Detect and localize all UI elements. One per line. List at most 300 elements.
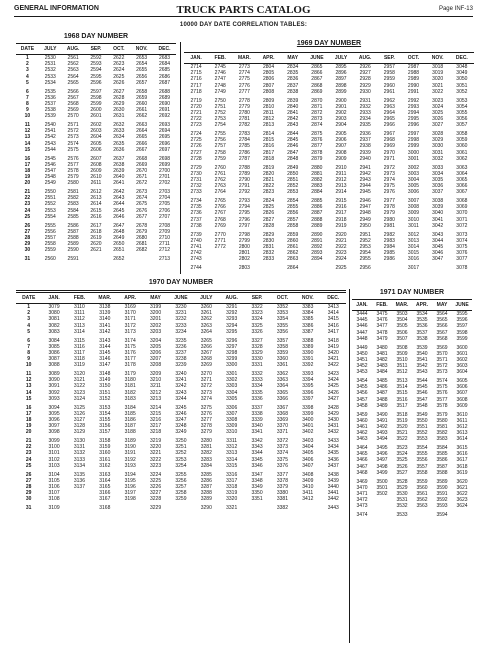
table-cell: 3313 xyxy=(226,450,238,457)
table-cell: 3265 xyxy=(200,337,212,344)
table-cell: 3058 xyxy=(456,131,468,138)
table-cell: 2637 xyxy=(113,155,125,162)
table-cell: 2900 xyxy=(335,97,347,104)
table-cell: 3262 xyxy=(200,316,212,323)
table-cell: 2861 xyxy=(287,243,299,250)
table-cell: 2820 xyxy=(262,170,275,177)
table-cell: 3017 xyxy=(407,265,420,272)
table-cell: 2887 xyxy=(311,210,323,217)
table-cell: 2858 xyxy=(287,222,299,229)
table-row xyxy=(16,304,346,311)
table-cell: 3362 xyxy=(276,371,288,378)
table-cell: 3028 xyxy=(432,131,444,138)
divider xyxy=(349,289,350,643)
table-cell: 3172 xyxy=(124,322,136,329)
table-cell: 3080 xyxy=(48,310,60,317)
table-cell: 3315 xyxy=(226,462,238,469)
table-cell: 3062 xyxy=(456,155,468,162)
table-cell: 3014 xyxy=(407,243,420,250)
table-1969 xyxy=(184,52,474,271)
table-row xyxy=(16,256,176,262)
table-cell: 2890 xyxy=(311,231,323,238)
table-cell: 2793 xyxy=(238,198,250,205)
table-cell: 3224 xyxy=(150,471,162,478)
table-cell: 2680 xyxy=(136,234,148,241)
table-cell: 3221 xyxy=(150,450,162,457)
table-cell: 3524 xyxy=(396,451,408,458)
column-header: JAN. xyxy=(184,53,208,64)
table-cell: 19 xyxy=(24,174,31,181)
table-cell: 2928 xyxy=(359,76,371,83)
table-cell: 2581 xyxy=(67,189,79,196)
table-cell: 2594 xyxy=(90,67,102,74)
table-cell: 3012 xyxy=(407,231,420,238)
table-cell: 3338 xyxy=(251,410,263,417)
table-cell: 3331 xyxy=(251,362,263,369)
table-cell: 3406 xyxy=(302,456,314,463)
table-cell: 2976 xyxy=(383,189,395,196)
table-cell: 3325 xyxy=(251,322,263,329)
table-cell: 3247 xyxy=(175,416,187,423)
table-cell: 2682 xyxy=(136,247,148,254)
table-cell: 2658 xyxy=(136,88,148,95)
table-cell: 2839 xyxy=(287,97,299,104)
table-cell: 3004 xyxy=(407,176,420,183)
table-cell: 2542 xyxy=(44,134,56,141)
table-cell: 2874 xyxy=(311,122,323,129)
table-cell: 2707 xyxy=(158,213,171,220)
table-cell: 3013 xyxy=(407,237,420,244)
table-cell: 2836 xyxy=(287,76,299,83)
table-cell: 3015 xyxy=(407,250,420,257)
table-cell: 3333 xyxy=(251,377,263,384)
table-cell: 2631 xyxy=(113,113,125,120)
table-cell: 3299 xyxy=(226,356,238,363)
column-header: AUG. xyxy=(353,53,377,64)
table-cell: 3145 xyxy=(99,349,111,356)
table-cell: 3386 xyxy=(302,322,314,329)
table-cell: 2952 xyxy=(359,237,371,244)
table-cell: 3308 xyxy=(226,416,238,423)
table-cell: 2813 xyxy=(262,122,275,129)
table-cell: 3413 xyxy=(327,304,339,310)
table-cell: 2774 xyxy=(238,70,250,77)
column-header: JAN. xyxy=(352,300,372,311)
table-cell: 3481 xyxy=(376,350,388,357)
table-cell: 3460 xyxy=(356,417,368,424)
table-cell: 3623 xyxy=(456,497,468,504)
table-cell: 3114 xyxy=(74,328,85,335)
table-cell: 3041 xyxy=(432,216,444,223)
table-cell: 2980 xyxy=(383,216,395,223)
table-cell: 16 xyxy=(24,155,31,162)
table-cell: 3216 xyxy=(150,416,162,423)
table-cell: 3065 xyxy=(456,176,468,183)
table-cell: 2674 xyxy=(136,195,148,202)
table-cell xyxy=(118,505,143,511)
table-cell: 3568 xyxy=(436,335,448,342)
table-cell: 3025 xyxy=(432,109,444,116)
table-cell: 2628 xyxy=(113,94,125,101)
table-cell: 3018 xyxy=(432,64,444,70)
column-header: NOV. xyxy=(130,44,153,55)
table-cell: 2806 xyxy=(262,76,275,83)
table-cell: 2684 xyxy=(158,61,171,68)
table-cell: 3405 xyxy=(302,450,314,457)
table-cell: 3257 xyxy=(175,483,187,490)
table-cell: 3552 xyxy=(416,430,428,437)
table-cell: 2708 xyxy=(158,222,171,229)
table-cell: 3493 xyxy=(376,430,388,437)
table-cell: 2643 xyxy=(113,195,125,202)
table-cell: 2994 xyxy=(407,109,420,116)
table-cell: 2564 xyxy=(67,73,79,80)
table-cell: 3129 xyxy=(73,429,85,436)
table-cell xyxy=(85,256,108,262)
table-cell: 2652 xyxy=(113,256,125,263)
table-cell: 3352 xyxy=(276,304,288,310)
table-cell: 3457 xyxy=(356,396,368,403)
table-cell: 2897 xyxy=(335,76,347,83)
table-cell: 2730 xyxy=(190,170,202,177)
table-cell: 2556 xyxy=(44,228,56,235)
table-cell: 3436 xyxy=(327,456,339,463)
table-cell: 23 xyxy=(25,450,32,457)
table-cell: 2566 xyxy=(67,88,79,95)
table-cell: 2981 xyxy=(383,222,395,229)
table-cell: 3561 xyxy=(416,490,428,497)
table-cell: 3288 xyxy=(200,490,212,497)
table-cell: 2907 xyxy=(335,143,347,150)
table-cell: 3430 xyxy=(327,416,339,423)
table-cell: 3038 xyxy=(432,198,444,205)
table-cell: 3139 xyxy=(99,310,111,317)
table-cell: 2741 xyxy=(190,243,202,250)
table-cell: 3385 xyxy=(302,316,314,323)
table-cell: 2550 xyxy=(44,189,56,196)
table-cell: 2831 xyxy=(262,243,275,250)
table-cell: 2922 xyxy=(335,243,347,250)
table-cell: 3294 xyxy=(226,322,238,329)
table-cell: 3007 xyxy=(407,198,420,205)
table-cell: 2760 xyxy=(214,164,226,171)
table-cell: 3252 xyxy=(175,450,187,457)
table-cell: 2998 xyxy=(407,137,420,144)
table-cell: 2735 xyxy=(190,204,202,211)
table-cell: 3557 xyxy=(416,463,428,470)
table-cell: 3363 xyxy=(276,377,288,384)
table-cell: 2712 xyxy=(158,247,171,254)
table-cell: 3086 xyxy=(48,349,60,356)
table-cell: 2983 xyxy=(383,237,395,244)
table-cell: 3323 xyxy=(251,310,263,317)
year-title-1971: 1971 DAY NUMBER xyxy=(379,289,445,296)
table-cell: 3467 xyxy=(356,463,368,470)
table-cell: 3539 xyxy=(416,344,428,351)
table-cell: 3092 xyxy=(48,389,60,396)
table-cell: 3438 xyxy=(327,471,339,478)
table-cell: 2691 xyxy=(158,107,171,114)
table-cell: 2776 xyxy=(238,82,250,89)
table-cell: 3073 xyxy=(456,231,468,238)
table-cell: 2549 xyxy=(44,180,56,187)
table-cell: 3399 xyxy=(302,410,314,417)
table-cell: 2988 xyxy=(407,70,420,77)
table-cell: 2946 xyxy=(359,198,371,205)
table-cell: 2678 xyxy=(136,222,148,229)
table-cell: 3196 xyxy=(124,483,136,490)
table-cell: 3564 xyxy=(436,311,448,317)
table-row xyxy=(184,265,474,271)
table-cell: 3477 xyxy=(376,323,388,330)
table-cell: 3027 xyxy=(432,122,444,129)
table-cell: 3130 xyxy=(73,438,85,445)
table-cell: 3155 xyxy=(99,416,111,423)
table-cell: 3057 xyxy=(456,122,468,129)
table-cell: 3463 xyxy=(356,436,368,443)
table-cell: 3229 xyxy=(150,505,162,512)
table-cell: 2975 xyxy=(383,183,395,190)
table-cell: 3332 xyxy=(251,371,263,378)
table-cell: 2965 xyxy=(383,116,395,123)
table-cell: 2627 xyxy=(113,88,125,95)
table-cell: 3067 xyxy=(456,189,468,196)
table-cell: 3176 xyxy=(124,349,136,356)
table-cell: 2901 xyxy=(335,103,347,110)
table-cell: 2620 xyxy=(90,241,102,248)
table-cell: 2772 xyxy=(214,243,226,250)
table-cell: 3321 xyxy=(226,505,238,512)
table-cell: 3567 xyxy=(436,329,448,336)
table-cell: 3529 xyxy=(396,484,408,491)
table-cell: 2845 xyxy=(287,137,299,144)
table-cell: 2960 xyxy=(383,82,395,89)
table-cell: 2736 xyxy=(190,210,202,217)
table-cell: 3268 xyxy=(200,356,212,363)
table-cell: 3390 xyxy=(302,349,314,356)
table-cell: 3326 xyxy=(251,328,263,335)
table-cell: 3153 xyxy=(99,404,111,411)
column-header: JULY xyxy=(194,293,219,304)
table-cell: 3256 xyxy=(175,477,187,484)
table-cell: 2679 xyxy=(136,228,148,235)
table-cell: 2908 xyxy=(335,149,347,156)
table-cell: 2854 xyxy=(287,198,299,205)
table-cell: 2574 xyxy=(67,140,79,147)
table-cell: 3499 xyxy=(376,469,388,476)
table-cell: 2664 xyxy=(136,128,148,135)
table-cell: 2832 xyxy=(262,250,275,257)
table-cell: 2758 xyxy=(214,149,226,156)
table-cell: 2584 xyxy=(67,207,79,214)
table-cell: 2771 xyxy=(214,237,226,244)
table-cell: 3442 xyxy=(327,496,339,503)
table-cell: 3311 xyxy=(226,438,238,445)
table-cell: 10 xyxy=(24,113,31,120)
table-cell: 3461 xyxy=(356,423,368,430)
table-cell: 3606 xyxy=(456,384,468,391)
table-cell: 3016 xyxy=(407,256,420,263)
table-cell: 3609 xyxy=(456,402,468,409)
table-cell: 2595 xyxy=(90,73,102,80)
table-cell: 2852 xyxy=(287,183,299,190)
table-cell: 3185 xyxy=(124,410,136,417)
table-cell: 2796 xyxy=(238,216,250,223)
table-cell: 3009 xyxy=(407,210,420,217)
table-cell: 3421 xyxy=(327,356,339,363)
column-header: JUNE xyxy=(452,300,472,311)
table-cell: 2541 xyxy=(44,128,56,135)
table-cell: 14 xyxy=(25,389,32,396)
table-cell: 2800 xyxy=(238,243,250,250)
table-cell: 3235 xyxy=(175,337,187,344)
table-cell: 2572 xyxy=(67,128,79,135)
table-cell: 2551 xyxy=(44,195,56,202)
table-cell: 3258 xyxy=(175,490,187,497)
table-cell: 2561 xyxy=(67,55,79,61)
table-cell: 2878 xyxy=(311,149,323,156)
table-cell: 3219 xyxy=(150,438,162,445)
table-cell: 2689 xyxy=(158,94,171,101)
table-cell: 12 xyxy=(25,377,32,384)
table-cell: 2668 xyxy=(136,155,148,162)
table-cell: 3282 xyxy=(200,450,212,457)
table-cell: 2725 xyxy=(190,137,202,144)
table-cell: 3171 xyxy=(124,316,136,323)
column-header: MAR. xyxy=(232,53,256,64)
table-cell: 3384 xyxy=(302,310,314,317)
table-cell: 3425 xyxy=(327,383,339,390)
table-cell: 3182 xyxy=(124,389,136,396)
table-cell: 3200 xyxy=(150,310,162,317)
table-cell: 2986 xyxy=(383,256,395,263)
table-cell: 2932 xyxy=(359,103,371,110)
table-cell: 2843 xyxy=(287,122,299,129)
table-cell: 2626 xyxy=(113,79,125,86)
table-cell: 3087 xyxy=(48,356,60,363)
table-cell: 2851 xyxy=(287,176,299,183)
table-cell: 2934 xyxy=(359,116,371,123)
table-cell: 3053 xyxy=(456,97,468,104)
table-cell: 3100 xyxy=(48,444,60,451)
table-cell: 2837 xyxy=(287,82,299,89)
table-cell: 2647 xyxy=(113,222,125,229)
table-cell: 7 xyxy=(27,343,31,350)
table-cell: 2663 xyxy=(136,122,148,129)
table-cell: 19 xyxy=(25,423,32,430)
table-cell: 2888 xyxy=(311,216,323,223)
table-cell: 3284 xyxy=(200,462,212,469)
table-cell: 2766 xyxy=(214,204,226,211)
table-cell: 2767 xyxy=(214,210,226,217)
table-cell: 3297 xyxy=(226,343,238,350)
table-cell: 20 xyxy=(25,429,32,436)
table-cell: 3402 xyxy=(302,429,314,436)
table-cell: 3157 xyxy=(99,429,111,436)
table-cell: 2847 xyxy=(287,149,299,156)
table-cell: 3085 xyxy=(48,343,60,350)
table-cell: 3394 xyxy=(302,377,314,384)
table-cell: 2810 xyxy=(262,103,275,110)
table-cell: 3453 xyxy=(356,369,368,376)
table-cell: 2654 xyxy=(136,61,148,68)
table-cell: 3607 xyxy=(456,390,468,397)
table-cell: 3026 xyxy=(432,116,444,123)
table-cell: 2534 xyxy=(44,79,56,86)
table-cell: 3573 xyxy=(436,369,448,376)
table-cell: 3361 xyxy=(276,362,288,369)
table-cell: 3239 xyxy=(175,362,187,369)
table-cell: 2959 xyxy=(383,76,395,83)
table-cell: 2752 xyxy=(214,109,226,116)
table-cell: 3189 xyxy=(124,438,136,445)
table-cell: 2951 xyxy=(359,231,371,238)
table-cell: 3160 xyxy=(99,450,111,457)
table-cell: 2692 xyxy=(158,113,171,120)
table-cell: 3068 xyxy=(456,198,468,205)
table-cell: 3320 xyxy=(226,496,238,503)
table-cell: 3528 xyxy=(396,478,408,485)
table-cell: 2558 xyxy=(44,241,56,248)
table-cell: 3111 xyxy=(74,310,85,317)
table-cell: 3432 xyxy=(327,429,339,436)
table-cell xyxy=(130,256,153,262)
table-cell: 3515 xyxy=(396,390,408,397)
table-cell: 16 xyxy=(25,404,32,411)
table-1971 xyxy=(352,299,472,518)
table-cell: 3066 xyxy=(456,183,468,190)
table-cell: 2633 xyxy=(113,128,125,135)
table-cell: 3471 xyxy=(356,490,368,497)
table-cell: 3474 xyxy=(356,512,368,519)
table-cell: 2867 xyxy=(311,76,323,83)
table-cell: 2653 xyxy=(136,55,148,61)
table-cell: 2918 xyxy=(335,216,347,223)
table-cell: 2895 xyxy=(335,64,347,70)
table-cell: 3030 xyxy=(432,143,444,150)
table-cell: 3396 xyxy=(302,389,314,396)
table-cell: 3588 xyxy=(436,469,448,476)
table-cell: 2540 xyxy=(44,122,56,129)
table-cell: 3545 xyxy=(416,384,428,391)
table-cell: 8 xyxy=(27,349,31,356)
table-cell: 3102 xyxy=(48,456,60,463)
table-cell: 2949 xyxy=(359,216,371,223)
table-cell: 2799 xyxy=(238,237,250,244)
column-header: DATE xyxy=(16,293,41,304)
table-cell: 3475 xyxy=(376,311,388,317)
table-cell: 3227 xyxy=(150,490,162,497)
table-cell: 3303 xyxy=(226,383,238,390)
table-cell: 3117 xyxy=(74,349,85,356)
table-cell: 3451 xyxy=(356,356,368,363)
table-cell: 3140 xyxy=(99,316,111,323)
table-cell: 2911 xyxy=(335,170,347,177)
table-cell: 2838 xyxy=(287,88,299,95)
table-cell: 18 xyxy=(25,416,32,423)
table-cell: 3187 xyxy=(124,423,136,430)
table-cell: 2865 xyxy=(311,64,323,70)
table-cell: 3415 xyxy=(327,316,339,323)
table-cell: 2743 xyxy=(190,256,202,263)
table-cell: 2824 xyxy=(262,198,275,205)
table-cell: 2942 xyxy=(359,170,371,177)
table-cell: 2586 xyxy=(67,222,79,229)
table-cell: 2819 xyxy=(262,164,275,171)
year-title-1969: 1969 DAY NUMBER xyxy=(296,40,362,47)
table-cell: 2669 xyxy=(136,161,148,168)
table-cell: 2992 xyxy=(407,97,420,104)
